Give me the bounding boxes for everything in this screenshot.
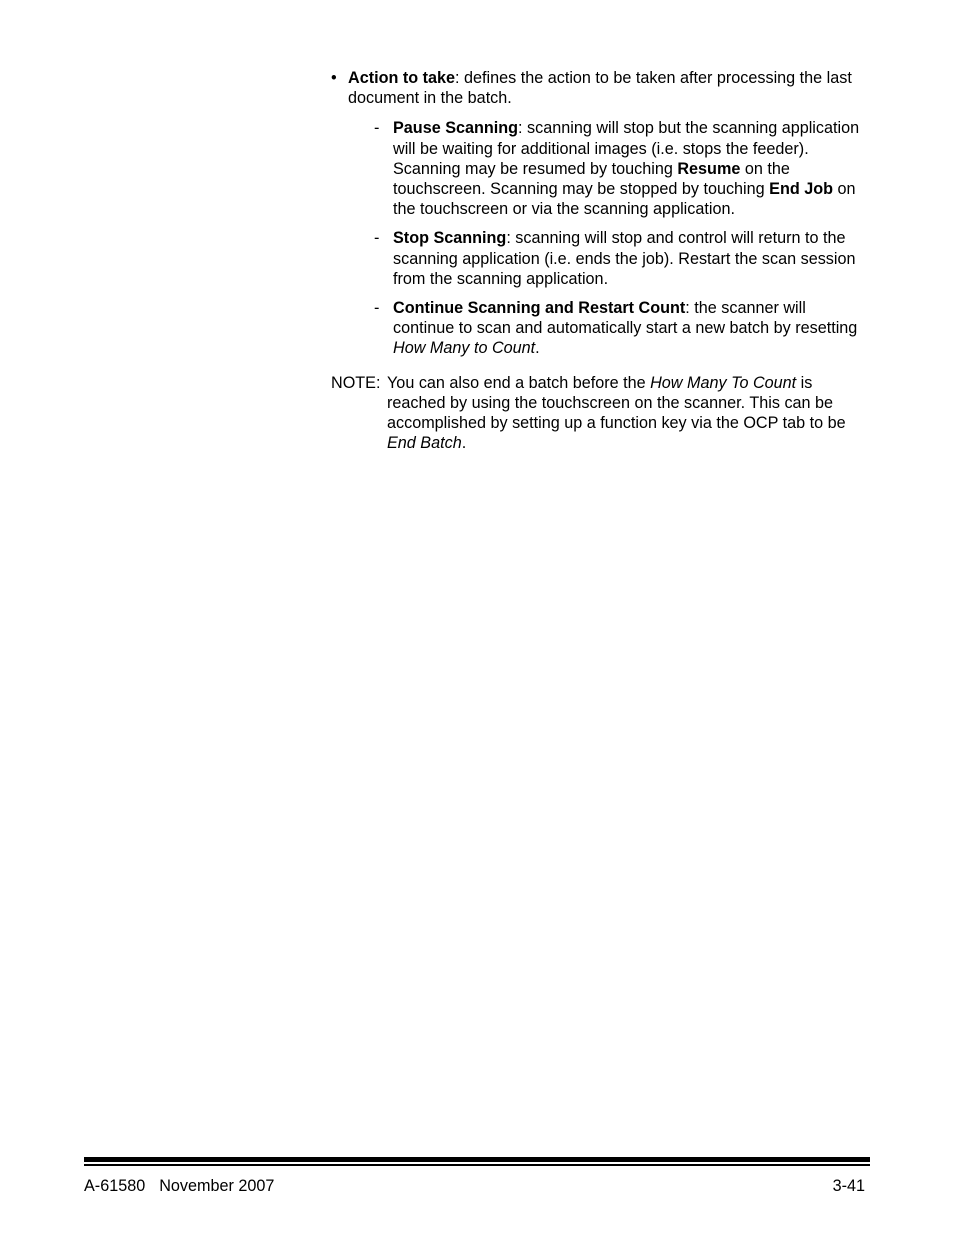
end-job-term: End Job: [769, 180, 834, 199]
resume-term: Resume: [677, 159, 741, 178]
sub-item-text: on the touchscreen or via the scanning application.: [393, 180, 856, 219]
doc-date: November 2007: [159, 1177, 275, 1195]
bullet-action-to-take: [331, 68, 871, 359]
end-batch-term: End Batch: [387, 434, 462, 453]
sub-item-term: Continue Scanning and Restart Count: [393, 299, 686, 318]
sub-item-stop-scanning: [374, 228, 871, 289]
sub-item-continue-scanning: [374, 298, 871, 359]
dash-marker: -: [374, 119, 380, 138]
doc-number: A-61580: [84, 1177, 146, 1195]
note-label: NOTE:: [331, 373, 381, 392]
bullet-text: : defines the action to be taken after processing the last document in the batch.: [348, 69, 852, 108]
footer-left: [84, 1176, 274, 1196]
sub-list: [348, 118, 871, 358]
note-text: You can also end a batch before the: [387, 373, 651, 392]
page-content: [331, 68, 871, 453]
footer-rule: [84, 1157, 870, 1166]
sub-item-text: on the touchscreen. Scanning may be stopped by touching: [393, 159, 790, 199]
sub-item-text: : scanning will stop but the scanning application will be waiting for additional images (i.e. stops the feeder). Scanning may be resumed by touching: [393, 119, 860, 178]
sub-item-term: Pause Scanning: [393, 119, 519, 138]
sub-item-pause-scanning: [374, 118, 871, 219]
note-block: [331, 373, 871, 454]
sub-item-text: .: [535, 339, 540, 358]
sub-item-term: Stop Scanning: [393, 229, 507, 248]
page-number: 3-41: [832, 1177, 865, 1195]
bullet-marker: •: [331, 69, 337, 87]
sub-item-text: : the scanner will continue to scan and automatically start a new batch by resetting: [393, 299, 858, 338]
note-text: .: [461, 434, 467, 453]
bullet-term: Action to take: [348, 69, 456, 87]
dash-marker: -: [374, 229, 380, 248]
sub-item-text: : scanning will stop and control will return to the scanning application (i.e. ends the job). Restart the scan session from the scanning application.: [393, 229, 856, 288]
how-many-to-count-term: How Many to Count: [393, 339, 536, 358]
note-text: is reached by using the touchscreen on the scanner. This can be accomplished by setting up a function key via the OCP tab to be: [387, 373, 846, 433]
dash-marker: -: [374, 299, 380, 318]
how-many-to-count-term: How Many To Count: [650, 373, 797, 392]
